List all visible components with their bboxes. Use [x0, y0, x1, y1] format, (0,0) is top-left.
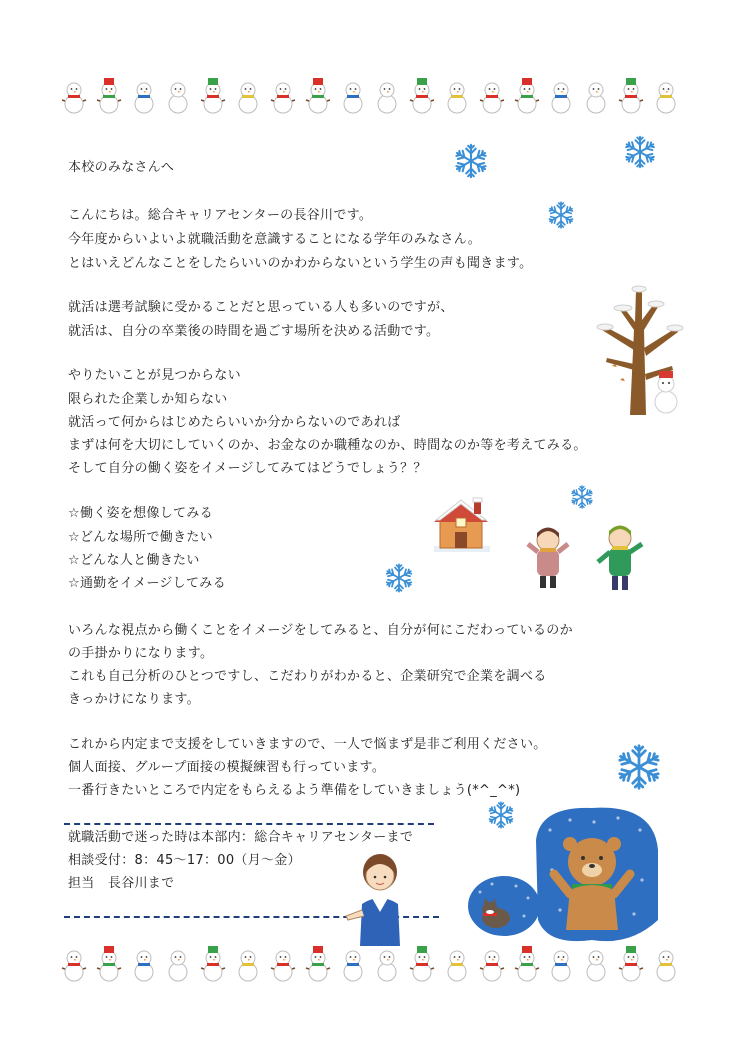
snowman-icon [95, 76, 123, 114]
snowflake-icon [614, 742, 664, 792]
snowman-icon [164, 944, 192, 982]
snowman-icon [408, 944, 436, 982]
snowflake-icon [622, 134, 658, 170]
snowman-icon [478, 76, 506, 114]
letter-line: とはいえどんなことをしたらいいのかわからないという学生の声も聞きます。 [68, 256, 533, 271]
snowy-house-illustration [430, 494, 492, 554]
snowman-icon [130, 944, 158, 982]
letter-line: 就活って何からはじめたらいいか分からないのであれば [68, 415, 401, 430]
snowman-icon [443, 944, 471, 982]
snowman-icon [304, 944, 332, 982]
snowman-icon [164, 76, 192, 114]
snowman-icon [443, 76, 471, 114]
snowman-icon [478, 944, 506, 982]
snowman-icon [339, 76, 367, 114]
letter-line: 個人面接、グループ面接の模擬練習も行っています。 [68, 760, 386, 775]
snowman-icon [60, 76, 88, 114]
snowflake-icon [452, 142, 490, 180]
snowman-border-top [60, 74, 680, 114]
snowman-icon [269, 944, 297, 982]
letter-line: きっかけになります。 [68, 692, 200, 707]
star-list-item: ☆どんな場所で働きたい [68, 530, 213, 545]
letter-line: まずは何を大切にしていくのか、お金なのか職種なのか、時間なのか等を考えてみる。 [68, 438, 587, 453]
snowman-icon [617, 76, 645, 114]
letter-line: やりたいことが見つからない [68, 368, 241, 383]
contact-line: 就職活動で迷った時は本部内：総合キャリアセンターまで [68, 830, 414, 845]
letter-line: いろんな視点から働くことをイメージをしてみると、自分が何にこだわっているのか [68, 623, 573, 638]
snowman-icon [373, 944, 401, 982]
snowflake-icon [546, 200, 576, 230]
snowman-icon [304, 76, 332, 114]
star-list-item: ☆どんな人と働きたい [68, 553, 200, 568]
letter-greeting: 本校のみなさんへ [68, 160, 175, 175]
letter-line: 今年度からいよいよ就職活動を意識することになる学年のみなさん。 [68, 232, 482, 247]
snowman-icon [408, 76, 436, 114]
snowman-icon [339, 944, 367, 982]
contact-line: 相談受付：8：45～17：00（月～金） [68, 853, 301, 868]
letter-line: の手掛かりになります。 [68, 646, 214, 661]
snowman-icon [652, 76, 680, 114]
letter-line: そして自分の働く姿をイメージしてみてはどうでしょう？？ [68, 461, 427, 476]
contact-line: 担当 長谷川まで [68, 876, 175, 891]
letter-line: こんにちは。総合キャリアセンターの長谷川です。 [68, 208, 373, 223]
contact-divider-top [64, 823, 434, 825]
bear-in-snow-illustration [530, 800, 664, 950]
snowman-icon [373, 76, 401, 114]
letter-line: 就活は、自分の卒業後の時間を過ごす場所を決める活動です。 [68, 324, 440, 339]
snowman-icon [547, 76, 575, 114]
snowflake-icon [486, 800, 516, 830]
letter-line: 限られた企業しか知らない [68, 392, 228, 407]
staff-woman-illustration [342, 850, 416, 946]
children-playing-illustration [520, 522, 652, 598]
snowman-icon [60, 944, 88, 982]
snowflake-icon [383, 562, 415, 594]
snowman-icon [199, 944, 227, 982]
snowman-icon [234, 944, 262, 982]
snowman-icon [95, 944, 123, 982]
winter-tree-illustration [590, 270, 686, 420]
snowman-icon [199, 76, 227, 114]
snowflake-icon [569, 484, 595, 510]
letter-line: 一番行きたいところで内定をもらえるよう準備をしていきましょう(*^_^*) [68, 783, 521, 798]
snowman-icon [130, 76, 158, 114]
star-list-item: ☆働く姿を想像してみる [68, 506, 213, 521]
snowman-icon [269, 76, 297, 114]
star-list-item: ☆通勤をイメージしてみる [68, 576, 226, 591]
letter-line: 就活は選考試験に受かることだと思っている人も多いのですが、 [68, 300, 454, 315]
snowman-icon [234, 76, 262, 114]
snowman-icon [513, 76, 541, 114]
letter-line: これも自己分析のひとつですし、こだわりがわかると、企業研究で企業を調べる [68, 669, 547, 684]
snowman-icon [582, 76, 610, 114]
letter-line: これから内定まで支援をしていきますので、一人で悩まず是非ご利用ください。 [68, 737, 547, 752]
